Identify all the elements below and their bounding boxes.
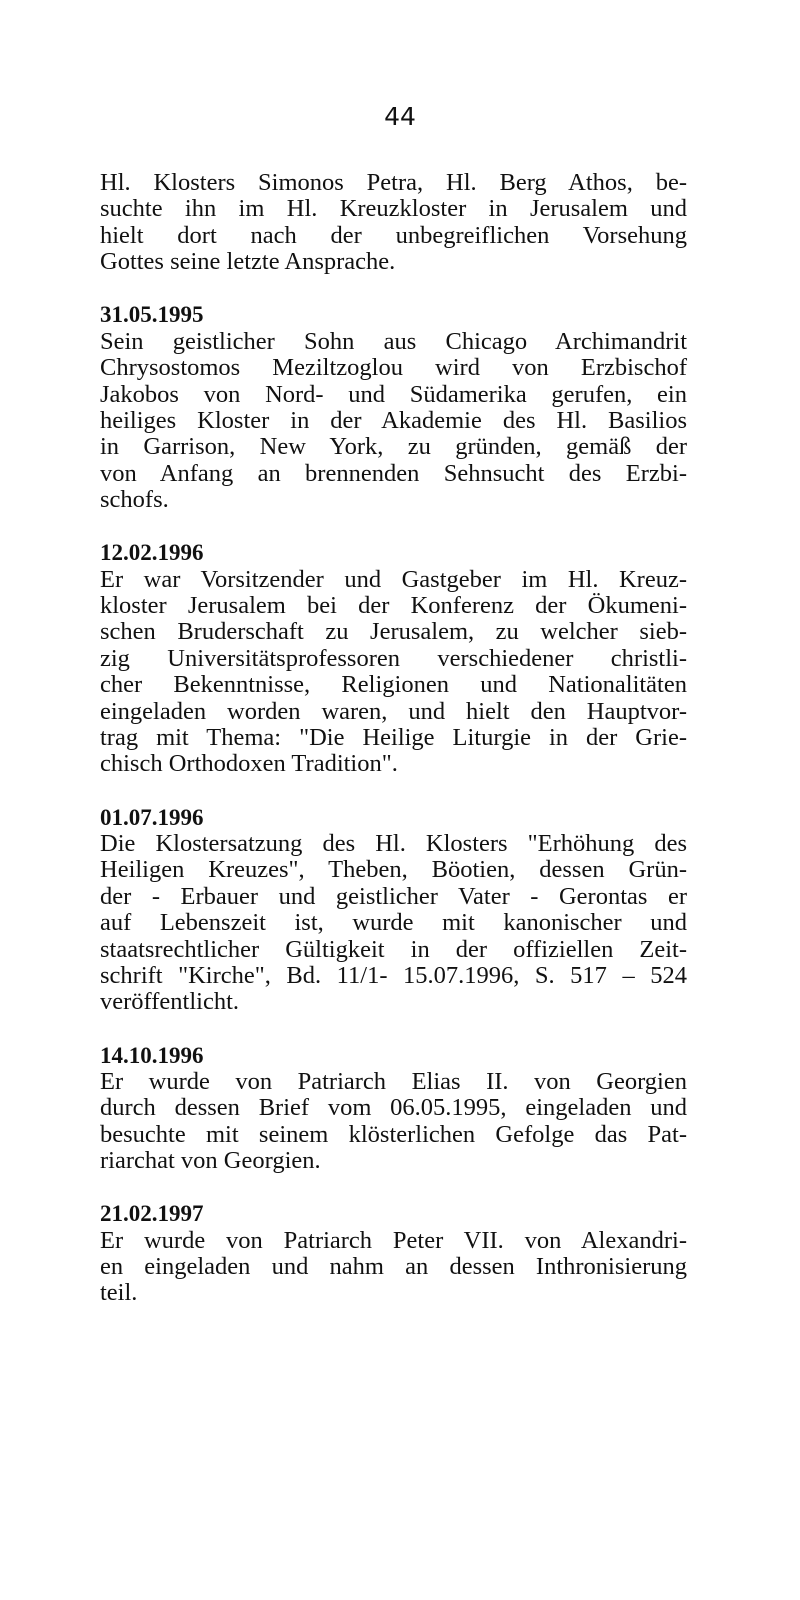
text-line: Hl. Klosters Simonos Petra, Hl. Berg Athos, be- [100, 169, 687, 196]
text-line: Sein geistlicher Sohn aus Chicago Archimandrit [100, 327, 687, 355]
text-line: Die Klostersatzung des Hl. Klosters "Erhöhung des [100, 829, 687, 857]
text-line: heiliges Kloster in der Akademie des Hl. Basilios [100, 406, 687, 434]
text-line: staatsrechtlicher Gültigkeit in der offiziellen Zeit- [100, 935, 687, 963]
entry-1996-02-12 [100, 540, 687, 778]
entry-date: 21.02.1997 [100, 1201, 204, 1227]
entry-date: 12.02.1996 [100, 540, 204, 566]
text-line: durch dessen Brief vom 06.05.1995, eingeladen und [100, 1094, 687, 1122]
text-line: cher Bekenntnisse, Religionen und Nationalitäten [100, 671, 687, 699]
text-line: en eingeladen und nahm an dessen Inthronisierung [100, 1253, 687, 1281]
text-line: zig Universitätsprofessoren verschiedener christli- [100, 644, 687, 672]
text-line: von Anfang an brennenden Sehnsucht des Erzbi- [100, 459, 687, 487]
text-line: suchte ihn im Hl. Kreuzkloster in Jerusalem und [100, 195, 687, 223]
page-body [100, 170, 687, 1307]
entry-1997-02-21 [100, 1201, 687, 1307]
entry-1996-07-01 [100, 805, 687, 1016]
entry-1995-05-31 [100, 302, 687, 513]
text-line: veröffentlicht. [100, 988, 240, 1016]
text-line: schen Bruderschaft zu Jerusalem, zu welcher sieb- [100, 618, 687, 646]
entry-date: 14.10.1996 [100, 1042, 204, 1068]
page-number: 44 [384, 102, 416, 131]
text-line: der - Erbauer und geistlicher Vater - Gerontas er [100, 882, 687, 910]
text-line: teil. [100, 1279, 138, 1307]
text-line: eingeladen worden waren, und hielt den Hauptvor- [100, 697, 687, 725]
text-line: Jakobos von Nord- und Südamerika gerufen, ein [100, 380, 687, 408]
text-line: schofs. [100, 486, 169, 514]
text-line: Er wurde von Patriarch Peter VII. von Alexandri- [100, 1226, 687, 1254]
text-line: kloster Jerusalem bei der Konferenz der Ökumeni- [100, 592, 687, 620]
text-line: in Garrison, New York, zu gründen, gemäß der [100, 433, 687, 461]
text-line: Gottes seine letzte Ansprache. [100, 248, 396, 276]
text-line: Er wurde von Patriarch Elias II. von Georgien [100, 1067, 687, 1095]
text-line: hielt dort nach der unbegreiflichen Vorsehung [100, 221, 687, 249]
text-line: trag mit Thema: "Die Heilige Liturgie in der Grie- [100, 724, 687, 752]
text-line: Heiligen Kreuzes", Theben, Böotien, dessen Grün- [100, 856, 687, 884]
entry-date: 31.05.1995 [100, 302, 204, 328]
text-line: auf Lebenszeit ist, wurde mit kanonischer und [100, 909, 687, 937]
text-line: schrift "Kirche", Bd. 11/1- 15.07.1996, S. 517 – 524 [100, 961, 687, 989]
intro-paragraph [100, 170, 687, 276]
text-line: chisch Orthodoxen Tradition". [100, 750, 398, 778]
text-line: Chrysostomos Meziltzoglou wird von Erzbischof [100, 354, 687, 382]
text-line: Er war Vorsitzender und Gastgeber im Hl. Kreuz- [100, 565, 687, 593]
text-line: besuchte mit seinem klösterlichen Gefolge das Pat- [100, 1120, 687, 1148]
entry-date: 01.07.1996 [100, 804, 204, 830]
text-line: riarchat von Georgien. [100, 1147, 321, 1175]
entry-1996-10-14 [100, 1043, 687, 1175]
